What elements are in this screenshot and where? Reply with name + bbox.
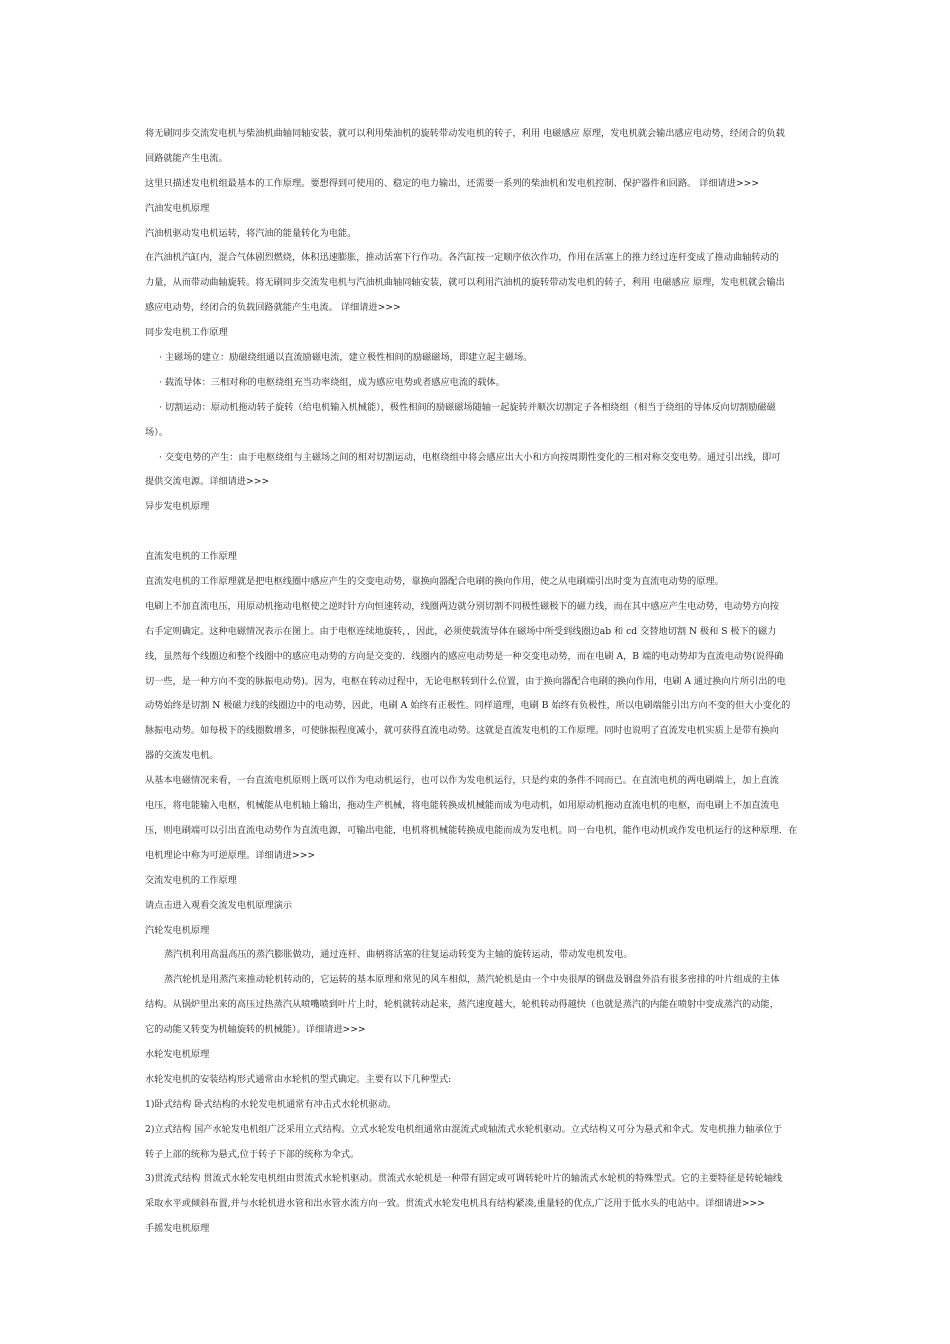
demo-link[interactable]: 请点击进入观看交流发电机原理演示 bbox=[145, 899, 292, 911]
bullet-item: · 主磁场的建立：励磁绕组通以直流励磁电流，建立极性相间的励磁磁场，即建立起主磁场。 bbox=[159, 352, 533, 364]
section-heading: 异步发电机原理 bbox=[145, 501, 210, 513]
section-heading: 手摇发电机原理 bbox=[145, 1223, 210, 1235]
text-line: 蒸汽机利用高温高压的蒸汽膨胀做功，通过连杆、曲柄将活塞的往复运动转变为主轴的旋转运动，带动发电机发电。 bbox=[164, 949, 633, 961]
bullet-item: · 切割运动：原动机拖动转子旋转（给电机输入机械能），极性相间的励磁磁场随轴一起旋转并顺次切割定子各相绕组（相当于绕组的导体反向切割励磁磁 bbox=[159, 401, 776, 413]
text-line: 水轮发电机的安装结构形式通常由水轮机的型式确定。主要有以下几种型式: bbox=[145, 1073, 452, 1085]
text-line: 它的动能又转变为机轴旋转的机械能）。详细请进>>> bbox=[145, 1024, 366, 1036]
text-line: 1)卧式结构 卧式结构的水轮发电机通常有冲击式水轮机驱动。 bbox=[145, 1098, 397, 1110]
text-line: 线，虽然每个线圈边和整个线圈中的感应电动势的方向是交变的．线圈内的感应电动势是一种交变电动势，而在电刷 A，B 端的电动势却为直流电动势(说得确 bbox=[145, 650, 784, 662]
section-heading: 直流发电机的工作原理 bbox=[145, 551, 237, 563]
text-line: 场）。 bbox=[145, 426, 168, 438]
document-body bbox=[145, 122, 807, 1242]
section-heading: 交流发电机的工作原理 bbox=[145, 874, 237, 886]
text-line: 电机理论中称为可逆原理。详细请进>>> bbox=[145, 849, 316, 861]
text-line: 脉振电动势。如每极下的线圈数增多，可使脉振程度减小，就可获得直流电动势。这就是直流发电机的工作原理。同时也说明了直流发电机实质上是带有换向 bbox=[145, 725, 779, 737]
text-line: 切一些，是一种方向不变的脉振电动势)。因为，电枢在转动过程中，无论电枢转到什么位置，由于换向器配合电刷的换向作用，电刷 A 通过换向片所引出的电 bbox=[145, 675, 786, 687]
text-line: 这里只描述发电机组最基本的工作原理。要想得到可使用的、稳定的电力输出，还需要一系列的柴油机和发电机控制、保护器件和回路。 详细请进>>> bbox=[145, 177, 760, 189]
text-line: 在汽油机汽缸内，混合气体剧烈燃烧，体积迅速膨胀，推动活塞下行作功。各汽缸按一定顺序依次作功，作用在活塞上的推力经过连杆变成了推动曲轴转动的 bbox=[145, 252, 779, 264]
section-heading: 同步发电机工作原理 bbox=[145, 327, 228, 339]
text-line: 动势始终是切割 N 极磁力线的线圈边中的电动势，因此，电刷 A 始终有正极性。同样道理，电刷 B 始终有负极性，所以电刷端能引出方向不变的但大小变化的 bbox=[145, 700, 791, 712]
text-line: 器的交流发电机。 bbox=[145, 750, 219, 762]
text-line: 压，则电刷端可以引出直流电动势作为直流电源，可输出电能，电机将机械能转换成电能而成为发电机。同一台电机，能作电动机或作发电机运行的这种原理．在 bbox=[145, 824, 798, 836]
blank-line bbox=[145, 520, 807, 545]
text-line: 右手定则确定。这种电磁情况表示在图上。由于电枢连续地旋转，，因此，必须使载流导体在磁场中所受到线圈边ab 和 cd 交替地切割 N 极和 S 极下的磁力 bbox=[145, 625, 777, 637]
section-heading: 汽油发电机原理 bbox=[145, 202, 210, 214]
section-heading: 汽轮发电机原理 bbox=[145, 924, 210, 936]
text-line: 提供交流电源。详细请进>>> bbox=[145, 476, 270, 488]
text-line: 3)贯流式结构 贯流式水轮发电机组由贯流式水轮机驱动。贯流式水轮机是一种带有固定或可调转轮叶片的轴流式水轮机的特殊型式。它的主要特征是转轮轴线 bbox=[145, 1173, 783, 1185]
text-line: 采取水平或倾斜布置,并与水轮机进水管和出水管水流方向一致。贯流式水轮发电机具有结构紧凑,重量轻的优点,广泛用于低水头的电站中。详细请进>>> bbox=[145, 1198, 765, 1210]
bullet-item: · 载流导体：三相对称的电枢绕组充当功率绕组，成为感应电势或者感应电流的载体。 bbox=[159, 376, 505, 388]
text-line: 电刷上不加直流电压，用原动机拖动电枢使之逆时针方向恒速转动，线圈两边就分别切割不同极性磁极下的磁力线，而在其中感应产生电动势，电动势方向按 bbox=[145, 600, 779, 612]
text-line: 电压，将电能输入电枢，机械能从电机轴上输出，拖动生产机械，将电能转换成机械能而成为电动机，如用原动机拖动直流电机的电枢，而电刷上不加直流电 bbox=[145, 800, 779, 812]
text-line: 蒸汽轮机是用蒸汽来推动轮机转动的，它运转的基本原理和常见的风车相似，蒸汽轮机是由一个中央很厚的钢盘及钢盘外沿有很多密排的叶片组成的主体 bbox=[164, 974, 780, 986]
text-line: 汽油机驱动发电机运转，将汽油的能量转化为电能。 bbox=[145, 227, 357, 239]
section-heading: 水轮发电机原理 bbox=[145, 1048, 210, 1060]
text-line: 从基本电磁情况来看，一台直流电机原则上既可以作为电动机运行，也可以作为发电机运行，只是约束的条件不同而已。在直流电机的两电刷端上，加上直流 bbox=[145, 775, 779, 787]
text-line: 回路就能产生电流。 bbox=[145, 152, 228, 164]
text-line: 感应电动势，经闭合的负载回路就能产生电流。 详细请进>>> bbox=[145, 302, 401, 314]
text-line: 转子上部的统称为悬式,位于转子下部的统称为伞式。 bbox=[145, 1148, 360, 1160]
text-line: 直流发电机的工作原理就是把电枢线圈中感应产生的交变电动势，靠换向器配合电刷的换向作用，使之从电刷端引出时变为直流电动势的原理。 bbox=[145, 576, 724, 588]
text-line: 力量，从而带动曲轴旋转。将无刷同步交流发电机与汽油机曲轴同轴安装，就可以利用汽油机的旋转带动发电机的转子，利用 电磁感应 原理，发电机就会输出 bbox=[145, 277, 785, 289]
text-line: 结构。从锅炉里出来的高压过热蒸汽从喷嘴喷到叶片上时，轮机就转动起来，蒸汽速度越大，轮机转动得越快（也就是蒸汽的内能在喷射中变成蒸汽的动能， bbox=[145, 999, 779, 1011]
text-line: 2)立式结构 国产水轮发电机组广泛采用立式结构。立式水轮发电机组通常由混流式或轴流式水轮机驱动。立式结构又可分为悬式和伞式。发电机推力轴承位于 bbox=[145, 1123, 783, 1135]
bullet-item: · 交变电势的产生：由于电枢绕组与主磁场之间的相对切割运动，电枢绕组中将会感应出大小和方向按周期性变化的三相对称交变电势。通过引出线，即可 bbox=[159, 451, 781, 463]
text-line: 将无刷同步交流发电机与柴油机曲轴同轴安装，就可以利用柴油机的旋转带动发电机的转子，利用 电磁感应 原理，发电机就会输出感应电动势，经闭合的负载 bbox=[145, 128, 785, 139]
